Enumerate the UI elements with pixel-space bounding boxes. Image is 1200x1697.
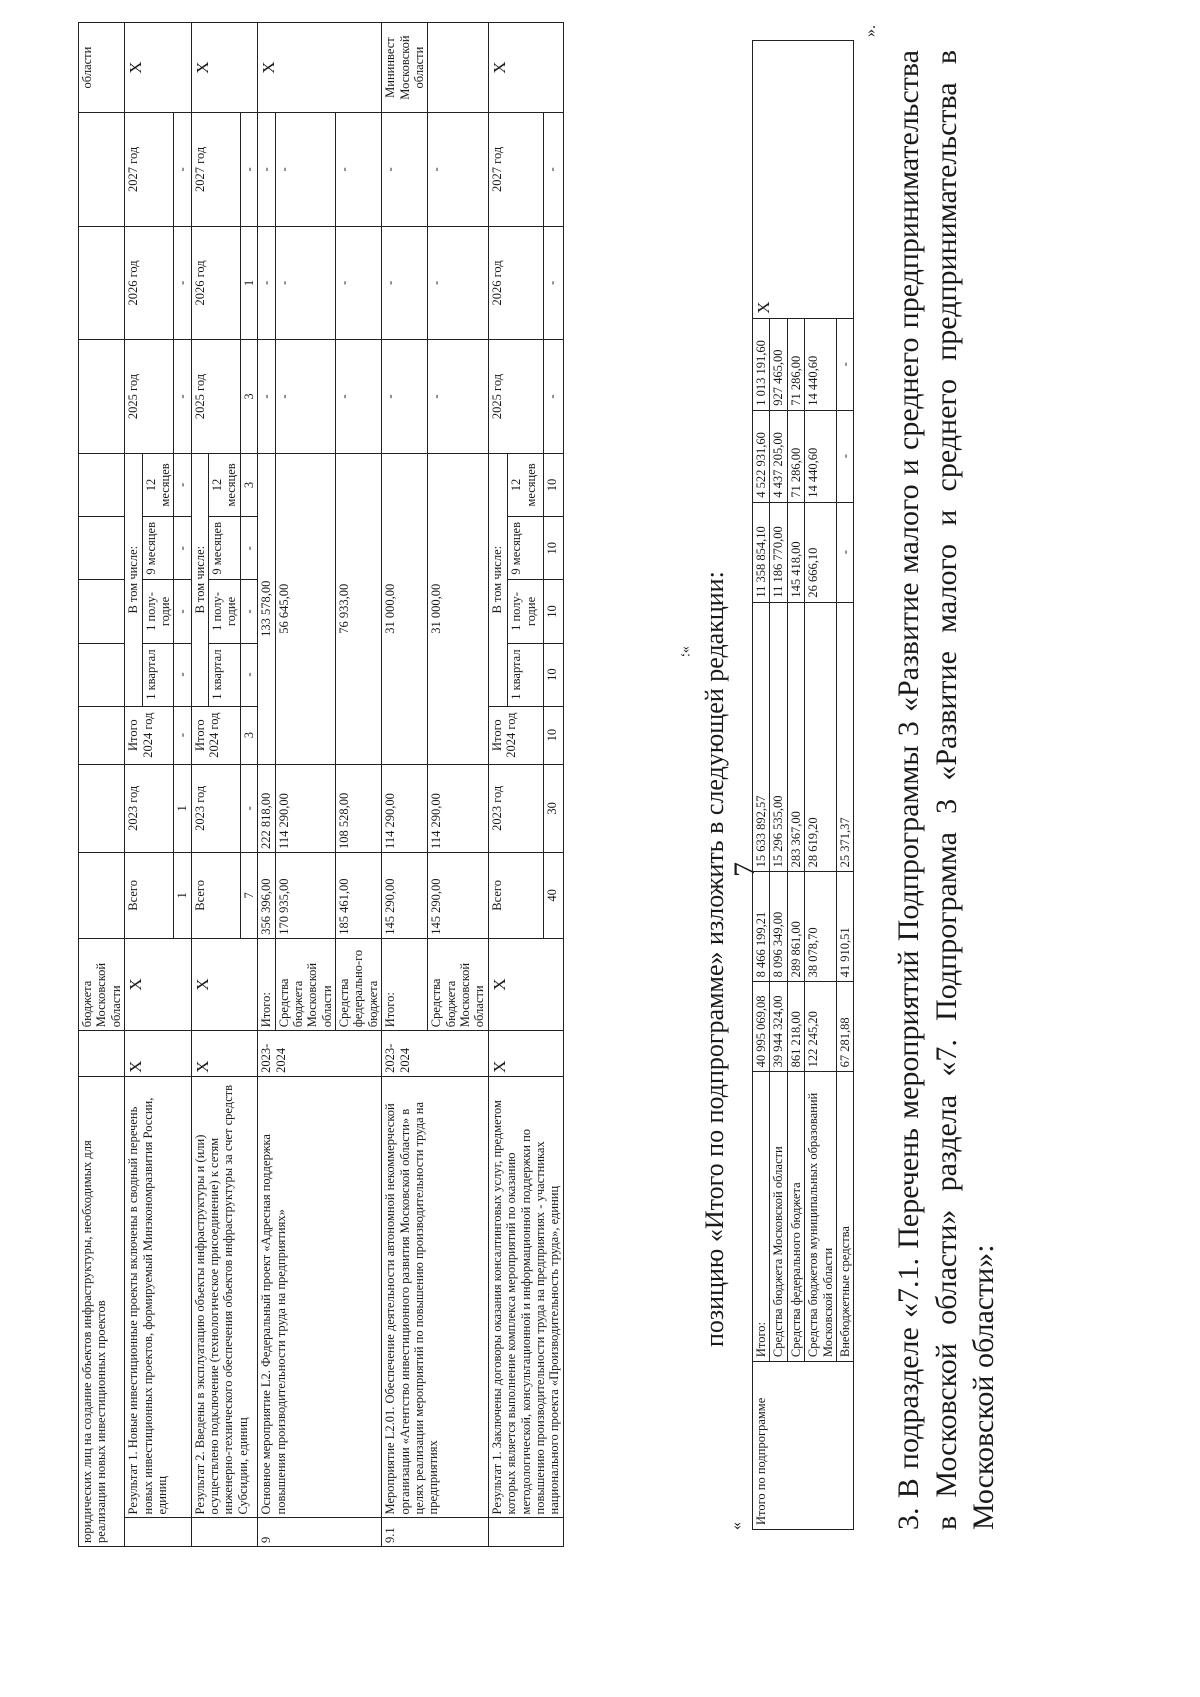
cell-source: Средства бюджета Московской области [275,938,336,1031]
cell-value: 3 [240,706,257,764]
header-2023: 2023 год [125,764,174,852]
cell-executor: области [79,23,125,113]
cell-value: 114 290,00 [382,764,428,852]
cell-value: 11 358 854,10 [753,502,770,602]
measures-table [78,22,564,1547]
cell-value: 8 466 199,21 [753,872,770,982]
cell-dash: - [544,226,564,340]
cell-value: 76 933,00 [336,453,382,764]
cell-dash: - [336,340,382,454]
cell-source: Средства бюджета Московской области [428,938,489,1031]
page-number: 7 [728,862,761,877]
cell-value: 31 000,00 [382,453,428,764]
cell-period: 2023-2024 [258,1031,382,1077]
cell-source: Средства бюджета Московской области [770,1072,787,1362]
table-row [191,23,208,1547]
header-q1: 1 квартал [142,643,174,706]
cell-value: 26 666,10 [805,502,837,602]
cell-dash: - [240,113,257,227]
cell-funding-source: бюджета Московской области [79,938,125,1031]
header-2027: 2027 год [488,113,543,227]
header-12m: 12 месяцев [508,453,544,516]
header-12m: 12 месяцев [142,453,174,516]
cell-value: 10 [544,517,564,580]
cell-source: Средства бюджетов муниципальных образований Московской области [805,1072,837,1362]
header-9m: 9 месяцев [142,517,174,580]
cell-dash: - [174,580,191,643]
cell-value: - [836,318,853,410]
cell-value: 10 [544,706,564,764]
cell-source: Итого: [753,1072,770,1362]
row-number: 9 [258,1518,382,1547]
header-9m: 9 месяцев [209,517,241,580]
cell-value: 8 096 349,00 [770,872,787,982]
cell-dash: - [275,113,336,227]
header-2027: 2027 год [191,113,240,227]
continuation-text: юридических лиц на создание объектов инфраструктуры, необходимых для реализации новых инвестиционных проектов [79,1076,125,1546]
cell-value: 25 371,37 [836,602,853,872]
cell-dash: - [275,226,336,340]
measure-9-1-text: Мероприятие L2.01. Обеспечение деятельности автономной некоммерческой организации «Агентство инвестиционного развития Московской области» в целях реализации мероприятий по повышению производительности труда на предприятиях [382,1076,489,1518]
cell-value: 30 [544,764,564,852]
header-h1: 1 полу-годие [142,580,174,643]
cell-value: 31 000,00 [428,453,489,764]
header-2023: 2023 год [191,764,240,852]
cell-x: X [191,23,258,113]
header-2027: 2027 год [125,113,174,227]
result-1-text: Результат 1. Новые инвестиционные проекты включены в сводный перечень новых инвестиционных проектов, формируемый Минэкономразвития России, единиц [125,1076,192,1518]
cell-value: 40 995 069,08 [753,982,770,1072]
cell-value: 108 528,00 [336,764,382,852]
cell-dash: - [544,113,564,227]
cell-dash: - [258,226,275,340]
cell-value: 71 286,00 [787,410,804,502]
cell-value: 41 910,51 [836,872,853,982]
cell-executor: Мининвест Московской области [382,23,428,113]
closing-quote-1: »; [679,646,694,657]
cell-x: X [191,938,258,1031]
totals-label: Итого по подпрограмме [753,1362,854,1530]
header-incl: В том числе: [125,453,142,706]
cell-value: 861 218,00 [787,982,804,1072]
cell-x: X [125,1031,192,1077]
cell-dash: - [240,580,257,643]
cell-x: X [125,23,192,113]
row-number: 9.1 [382,1518,489,1547]
table-row [382,23,428,1547]
header-h1: 1 полу-годие [209,580,241,643]
cell-x: X [488,23,563,113]
cell-dash: - [382,340,428,454]
cell-value: - [836,502,853,602]
cell-value: 28 619,20 [805,602,837,872]
cell-value: 14 440,60 [805,410,837,502]
cell-dash: - [174,453,191,516]
cell-dash: - [174,340,191,454]
cell-value: 39 944 324,00 [770,982,787,1072]
cell-value: 1 013 191,60 [753,318,770,410]
cell-value: 145 418,00 [787,502,804,602]
cell-value: 222 818,00 [258,764,275,852]
cell-dash: - [382,113,428,227]
cell-x: X [488,938,563,1031]
header-2026: 2026 год [125,226,174,340]
cell-source: Итого: [258,938,275,1031]
cell-dash: - [174,517,191,580]
cell-dash: - [336,226,382,340]
header-2025: 2025 год [125,340,174,454]
cell-dash: - [174,113,191,227]
header-h1: 1 полу-годие [508,580,544,643]
cell-dash: - [275,340,336,454]
cell-dash: - [174,706,191,764]
header-incl: В том числе: [191,453,208,706]
header-2025: 2025 год [488,340,543,454]
cell-value: 71 286,00 [787,318,804,410]
header-itogo-2024: Итого 2024 год [125,706,174,764]
cell-x: X [753,41,854,319]
header-9m: 9 месяцев [508,517,544,580]
header-2026: 2026 год [191,226,240,340]
header-q1: 1 квартал [209,643,241,706]
header-total: Всего [191,852,240,938]
cell-value: 356 396,00 [258,852,275,938]
cell-x: X [125,938,192,1031]
header-2025: 2025 год [191,340,240,454]
cell-value: 114 290,00 [275,764,336,852]
cell-value: 15 633 892,57 [753,602,770,872]
cell-dash: - [258,340,275,454]
table-row [79,23,125,1547]
header-q1: 1 квартал [508,643,544,706]
cell-source: Средства федерального бюджета [787,1072,804,1362]
cell-value: 1 [174,764,191,852]
cell-value: 11 186 770,00 [770,502,787,602]
cell-dash: - [240,764,257,852]
cell-dash: - [428,340,489,454]
header-total: Всего [488,852,543,938]
cell-source: Внебюджетные средства [836,1072,853,1362]
cell-value: 4 522 931,60 [753,410,770,502]
cell-value: 1 [240,226,257,340]
cell-value: 4 437 205,00 [770,410,787,502]
opening-quote: « [728,1522,745,1530]
result-2-text: Результат 2. Введены в эксплуатацию объекты инфраструктуры и (или) осуществлено подключение (технологическое присоединение) к сетям инженерно-технического обеспечения объектов инфраструктуры за счет средств Субсидии, единиц [191,1076,258,1518]
header-2023: 2023 год [488,764,543,852]
cell-dash: - [336,113,382,227]
cell-dash: - [258,113,275,227]
table-row [258,23,275,1547]
cell-value: 145 290,00 [428,852,489,938]
cell-value: - [836,410,853,502]
cell-x: X [258,23,382,113]
cell-value: 3 [240,453,257,516]
header-incl: В том числе: [488,453,508,706]
cell-value: 15 296 535,00 [770,602,787,872]
table-row [488,23,508,1547]
cell-dash: - [240,643,257,706]
cell-dash: - [382,226,428,340]
cell-value: 927 465,00 [770,318,787,410]
cell-value: 10 [544,643,564,706]
header-itogo-2024: Итого 2024 год [191,706,240,764]
instruction-sentence: позицию «Итого по подпрограмме» изложить в следующей редакции: [700,571,729,1347]
measure-9-text: Основное мероприятие L2. Федеральный проект «Адресная поддержка повышения производительности труда на предприятиях» [258,1076,382,1518]
result-1b-text: Результат 1. Заключены договоры оказания консалтинговых услуг, предметом которых является выполнение комплекса мероприятий по оказанию методологической, консультационной и информационной поддержки по повышению производительности труда на предприятиях - участниках национального проекта «Производительность труда», единиц [488,1076,563,1518]
cell-value: 14 440,60 [805,318,837,410]
closing-quote-2: ». [862,25,879,37]
cell-value: 38 078,70 [805,872,837,982]
cell-dash: - [174,643,191,706]
cell-value: 185 461,00 [336,852,382,938]
cell-source: Средства федерально-го бюджета [336,938,382,1031]
cell-value: 289 861,00 [787,872,804,982]
cell-source: Итого: [382,938,428,1031]
cell-value: 1 [174,852,191,938]
cell-value: 56 645,00 [275,453,336,764]
cell-value: 40 [544,852,564,938]
header-12m: 12 месяцев [209,453,241,516]
cell-value: 133 578,00 [258,453,275,764]
cell-value: 67 281,88 [836,982,853,1072]
cell-value: 7 [240,852,257,938]
cell-value: 10 [544,580,564,643]
amendment-paragraph: 3. В подразделе «7.1. Перечень мероприятий Подпрограммы 3 «Развитие малого и среднего предпринимательства в Московской области» раздела «7. Подпрограмма 3 «Развитие малого и среднего предпринимательства в Московской области»: [892,50,1000,1530]
cell-dash: - [428,226,489,340]
cell-value: 3 [240,340,257,454]
header-2026: 2026 год [488,226,543,340]
cell-value: 170 935,00 [275,852,336,938]
cell-value: 283 367,00 [787,602,804,872]
cell-period: 2023-2024 [382,1031,489,1077]
header-itogo-2024: Итого 2024 год [488,706,543,764]
cell-dash: - [174,226,191,340]
cell-value: 145 290,00 [382,852,428,938]
cell-x: X [191,1031,258,1077]
table-row [125,23,142,1547]
cell-dash: - [544,340,564,454]
cell-x: X [488,1031,563,1077]
totals-table [752,40,854,1530]
cell-value: 10 [544,453,564,516]
table-row [753,41,770,1530]
cell-dash: - [240,517,257,580]
cell-dash: - [428,113,489,227]
cell-value: 114 290,00 [428,764,489,852]
cell-value: 122 245,20 [805,982,837,1072]
header-total: Всего [125,852,174,938]
